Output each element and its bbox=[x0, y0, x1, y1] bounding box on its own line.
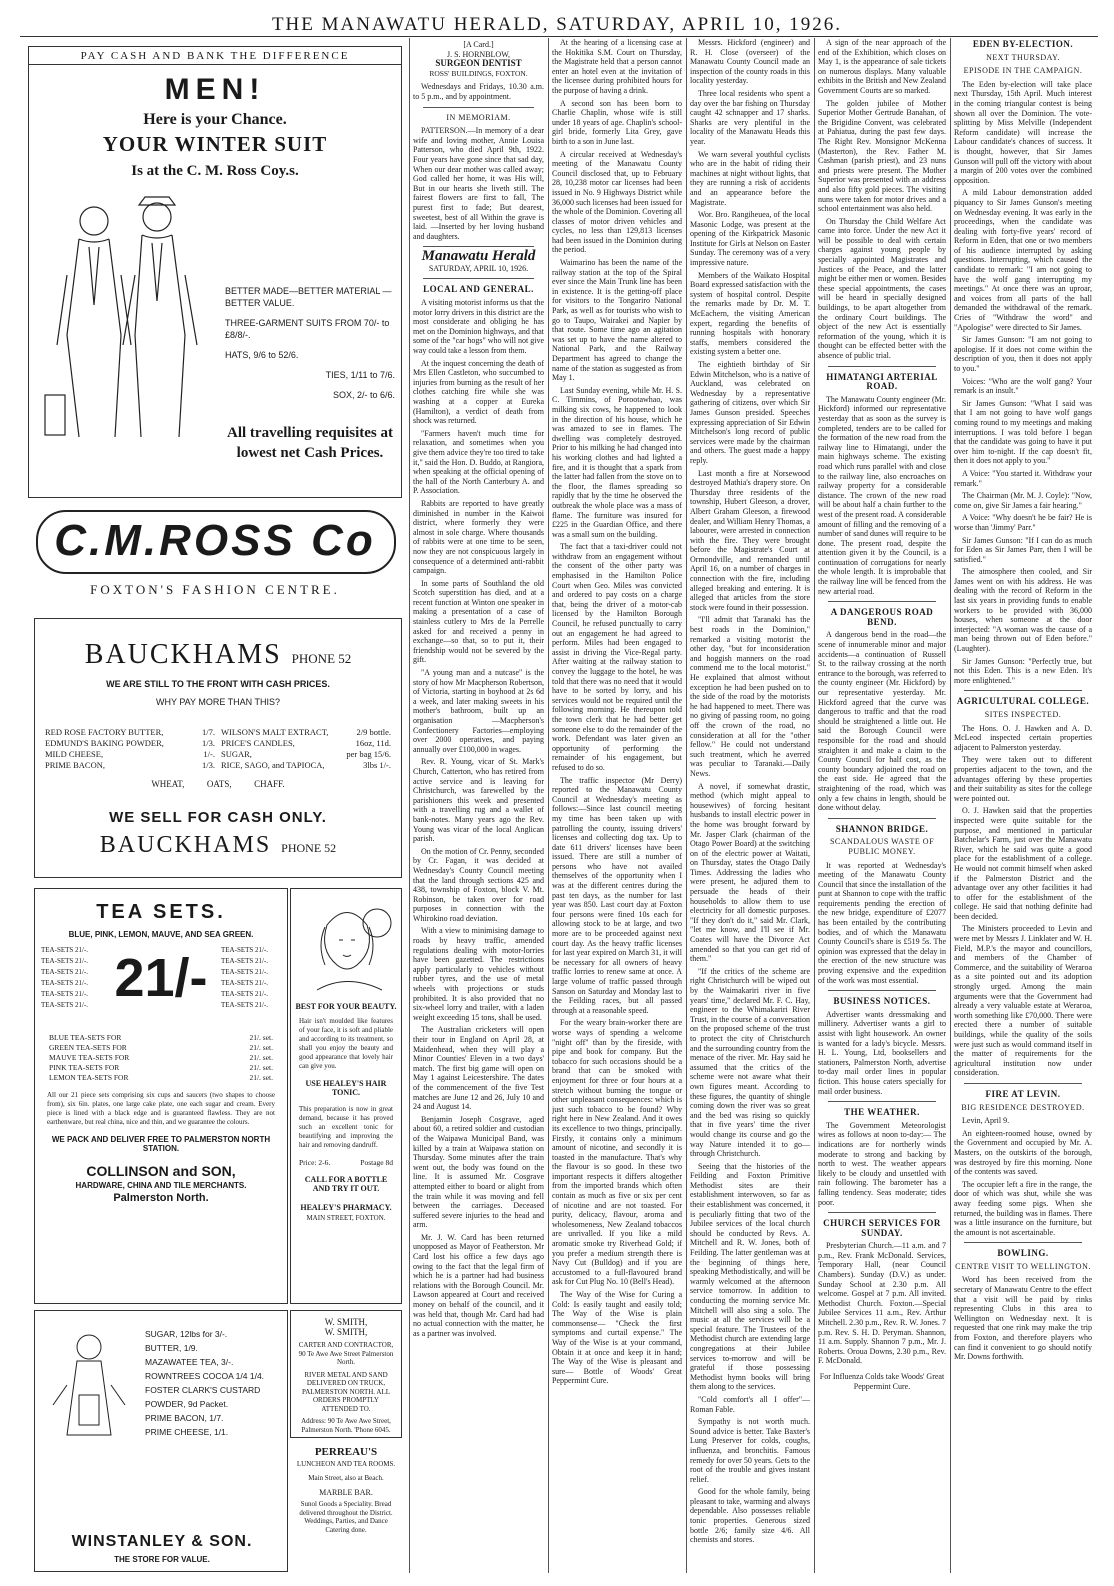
price-item: GREEN TEA-SETS FOR bbox=[49, 1043, 127, 1052]
price-value: 21/. set. bbox=[249, 1073, 273, 1082]
column-divider bbox=[686, 38, 687, 1573]
ad-line: WE ARE STILL TO THE FRONT WITH CASH PRICES. bbox=[106, 679, 330, 689]
tea-set-line: TEA-SETS 21/-. bbox=[41, 946, 89, 954]
card-hours: Wednesdays and Fridays, 10.30 a.m. to 5 p.m., and by appointment. bbox=[413, 82, 544, 101]
article-paragraph: In some parts of Southland the old Scotch superstition has died, and at a recent function at Winton one speaker in making a presentation of a case of stainless cutlery to Mrs de la Perrelle asked for and received a penny in exchange—so that, so to put it, their friendship would not be severed by the gift. bbox=[413, 578, 544, 665]
price-row bbox=[45, 738, 215, 749]
woman-portrait-illustration bbox=[297, 895, 397, 995]
price-value: 1/3. bbox=[202, 760, 215, 770]
card-title: SURGEON DENTIST bbox=[435, 58, 522, 69]
tea-price-list bbox=[49, 1033, 273, 1083]
article-subheading: NEXT THURSDAY. bbox=[986, 52, 1060, 62]
ad-detail: SOX, 2/- to 6/6. bbox=[332, 390, 395, 400]
article-text: It was reported at Wednesday's meeting of the Manawatu County Council that since the installation of the punt at Shannon to cope with the traffic requirements pending the erection of the new bridge, expenditure of £2077 has been entailed by the contributing bodies, and of which the Manawatu County Council's share is £519 5s. The opinion was expressed that the delay in the erection of the new structure was proving expensive and the expedition of the work was most essential. bbox=[818, 860, 946, 985]
article-paragraph: They were taken out to different properties adjacent to the town, and the advantages offering by these properties and their suitability as sites for the college were pointed out. bbox=[954, 755, 1092, 803]
ad-w-smith bbox=[290, 1310, 402, 1438]
card-label: [A Card.] bbox=[463, 40, 494, 49]
article-heading: CHURCH SERVICES FOR SUNDAY. bbox=[823, 1218, 941, 1238]
price-item: PRIME BACON, 1/7. bbox=[145, 1413, 224, 1423]
ad-line: WHY PAY MORE THAN THIS? bbox=[155, 697, 281, 707]
tea-set-line: TEA-SETS 21/-. bbox=[221, 957, 269, 965]
article-subheading: CENTRE VISIT TO WELLINGTON. bbox=[955, 1261, 1091, 1271]
ad-use: USE HEALEY'S HAIR TONIC. bbox=[305, 1079, 387, 1097]
article-paragraph: A Voice: "Why doesn't he be fair? He is worse than 'Jimmy' Parr." bbox=[954, 513, 1092, 532]
article-paragraph: Mr. J. W. Card has been returned unopposed as Mayor of Featherston. Mr Card lost his office a few days ago owing to the fact that the legal firm of which he is a partner had had business relations with the Borough Council. Mr. Lawson appeared at Court and received money on behalf of the council, and it was held that, though Mr. Card had had no actual connection with the matter, he as a partner was involved. bbox=[413, 1232, 544, 1338]
article-paragraph: An eighteen-roomed house, owned by the Government and occupied by Mr. A. Masters, on the outskirts of the borough, was destroyed by fire this morning. None of the contents was saved. bbox=[954, 1128, 1092, 1177]
tea-set-line: TEA-SETS 21/-. bbox=[41, 979, 89, 987]
column-7 bbox=[954, 38, 1092, 1573]
column-divider bbox=[409, 38, 410, 1573]
price-value: 1/3. bbox=[202, 738, 215, 748]
price-item: WILSON'S MALT EXTRACT, bbox=[221, 727, 329, 737]
column-divider bbox=[548, 38, 549, 1573]
firm-name: HEALEY'S PHARMACY. bbox=[300, 1203, 392, 1212]
firm-name: W. SMITH, bbox=[324, 1327, 368, 1337]
article-paragraph: Last month a fire at Norsewood destroyed Mathia's drapery store. On Thursday three residents of the township, Hubert Gleeson, a drover, Albert Graham Gleeson, a firewood dealer, and William Henry Thomas, a labourer, were arrested in connection with the fire. They were brought before the Magistrate's Court at Ormondville, and remanded until April 16, on a number of charges in connection with the fire, including alleged breaking and entering. It is alleged that articles from the store stock were found in their possession. bbox=[690, 468, 810, 612]
price-row bbox=[45, 727, 215, 738]
column-6 bbox=[818, 38, 946, 1573]
paper-date: SATURDAY, APRIL 10, 1926. bbox=[428, 263, 529, 273]
logo-text: C.M.ROSS Co bbox=[54, 516, 376, 565]
column-3 bbox=[413, 38, 544, 1573]
article-paragraph: With a view to minimising damage to roads by heavy traffic, amended regulations dealing with motor-lorries have been gazetted. The restrictions apply particularly to vehicles without rubber tyres, and the use of metal wheels with projections or studs prohibited. It is also provided that no six-wheel lorry and trailer, with a laden weight exceeding 15 tons, shall be used. bbox=[413, 926, 544, 1022]
price-item: BLUE TEA-SETS FOR bbox=[49, 1033, 122, 1042]
tea-set-line: TEA-SETS 21/-. bbox=[41, 957, 89, 965]
price-item: EDMUND'S BAKING POWDER, bbox=[45, 738, 164, 748]
price-item: SUGAR, 12lbs for 3/-. bbox=[145, 1329, 228, 1339]
ad-body: Sunol Goods a Speciality. Bread delivered throughout the District. Weddings, Parties, and Dance Catering done. bbox=[299, 1500, 393, 1534]
price-item: PRICE'S CANDLES, bbox=[221, 738, 295, 748]
column-5 bbox=[690, 38, 810, 1573]
article-text: A dangerous bend in the road—the scene of innumerable minor and major accidents—a continuation of Russell St. to the railway crossing at the north entrance to the borough, was referred to the county engineer (Mr. Hickford) by our representative yesterday. Mr. Hickford agreed that the curve was dangerous to traffic and that the road should be straightened a little out. He said the Borough Council were responsible for the road and should straighten it and make a claim to the County Council for half cost, as the county boundary adjoined the road on the east side. He agreed that the straightening of the road, which was only a few chains in length, should be done without delay. bbox=[818, 630, 946, 813]
article-paragraph: Rev. R. Young, vicar of St. Mark's Church, Catterton, who has retired from active service and is leaving for Christchurch, was farewelled by the parishioners this week and presented with a travelling rug and a wallet of bank-notes. Many years ago the Rev. Young was vicar of the local Anglican parish. bbox=[413, 757, 544, 844]
column-4 bbox=[552, 38, 682, 1573]
price-value: 21/. set. bbox=[249, 1033, 273, 1042]
memoriam-heading: IN MEMORIAM. bbox=[446, 112, 511, 122]
article-paragraph: The golden jubilee of Mother Superior Mother Gertrude Banahan, of the Brigidine Convent, was celebrated at Pahiatua, during the past few days. The Right Rev. Monsignor McKenna (Masterton), the Rev. Father M. Cashman (parish priest), and 23 nuns and priests were present. The Mother Superior was presented with an address and also fifty gold pieces. The visiting nuns were taken for motor drives and a school entertainment was also held. bbox=[818, 98, 946, 214]
ad-headline: BEST FOR YOUR BEAUTY. bbox=[295, 1002, 397, 1011]
tea-set-line: TEA-SETS 21/-. bbox=[221, 1001, 269, 1009]
article-subheading: SCANDALOUS WASTE OF PUBLIC MONEY. bbox=[829, 837, 935, 856]
price-row bbox=[145, 1327, 281, 1341]
store-name: BAUCKHAMS bbox=[84, 639, 282, 670]
ad-line: BLUE, PINK, LEMON, MAUVE, AND SEA GREEN. bbox=[68, 930, 254, 939]
firm-tag: THE STORE FOR VALUE. bbox=[114, 1555, 210, 1564]
price-item: SUGAR, bbox=[221, 749, 252, 759]
price-value: 16oz, 11d. bbox=[355, 738, 391, 748]
ad-line: Is at the C. M. Ross Coy.s. bbox=[131, 163, 299, 179]
firm-trade: CARTER AND CONTRACTOR, 90 Te Awe Awe Street Palmerston North. bbox=[298, 1341, 394, 1366]
price-item: PINK TEA-SETS FOR bbox=[49, 1063, 120, 1072]
price-value: 21/. set. bbox=[249, 1063, 273, 1072]
article-subheading: SITES INSPECTED. bbox=[984, 710, 1062, 719]
article-paragraph: The Chairman (Mr. M. J. Coyle): "Now, come on, give Sir James a fair hearing." bbox=[954, 491, 1092, 510]
tea-set-list-left bbox=[41, 945, 101, 1011]
tea-set-line: TEA-SETS 21/-. bbox=[221, 946, 269, 954]
article-heading: HIMATANGI ARTERIAL ROAD. bbox=[826, 371, 938, 392]
firm-name: PERREAU'S bbox=[314, 1446, 378, 1458]
ad-bauckhams bbox=[34, 618, 402, 878]
ad-body: This preparation is now in great demand, because it has proved such an excellent tonic for beautifying and improving the hair and removing dandruff. bbox=[299, 1105, 393, 1149]
article-heading: A DANGEROUS ROAD BEND. bbox=[830, 607, 934, 627]
article-paragraph: Sir James Gunson: "If I can do as much for Eden as Sir James Parr, then I will be satisfied." bbox=[954, 535, 1092, 564]
ad-delivery: WE PACK AND DELIVER FREE TO PALMERSTON NORTH STATION. bbox=[51, 1135, 271, 1153]
eden-article bbox=[954, 80, 1092, 686]
article-heading: SHANNON BRIDGE. bbox=[835, 823, 929, 834]
tea-set-line: TEA-SETS 21/-. bbox=[221, 990, 269, 998]
article-heading: EDEN BY-ELECTION. bbox=[972, 39, 1074, 49]
column-5-articles bbox=[690, 38, 810, 1545]
article-paragraph: "Cold comfort's all I offer"—Roman Fable. bbox=[690, 1394, 810, 1414]
price-row bbox=[221, 727, 391, 738]
column-3-articles bbox=[413, 298, 544, 1338]
price-value: 1/-. bbox=[203, 749, 215, 759]
firm-address: Address: 90 Te Awe Awe Street, Palmerston North. 'Phone 6045. bbox=[301, 1417, 391, 1434]
price-item: ROWNTREES COCOA 1/4 1/4. bbox=[145, 1371, 265, 1381]
article-paragraph: Messrs. Hickford (engineer) and R. H. Close (overseer) of the Manawatu County Council made an inspection of the county roads in this locality yesterday. bbox=[690, 38, 810, 86]
price-row bbox=[145, 1369, 281, 1383]
article-paragraph: The Australian cricketers will open their tour in England on April 28, at Maidenhead, when they will play a Minor Counties' Eleven in a two days' match. The first big game will open on May 1 against Leicestershire. The dates of the commencement of the five Test matches are June 12 and 26, July 10 and 24 and August 14. bbox=[413, 1025, 544, 1112]
price-row bbox=[49, 1033, 273, 1043]
article-paragraph: Seeing that the histories of the Feilding and Foxton Primitive Methodist sites are their establishment interwoven, so far as their establishment was concerned, it is peculiarly fitting that two of the Jubilee services of the local church should be conducted by Revs. A. Mitchell and R. W. Jones, both of Feilding. The latter gentleman was at the beginning of things here, speaking Methodistically, and will be warmly welcomed at the afternoon service tomorrow. In addition to conducting the morning service Mr. Mitchell will also sing a solo. The music at all the services will be a special feature. The Trustees of the Methodist church are extending large congregations at their Jubilee services to-morrow and will be grateful if those possessing Methodist hymn books will bring them along to the services. bbox=[690, 1161, 810, 1392]
card-address: ROSS' BUILDINGS, FOXTON. bbox=[429, 68, 528, 78]
article-paragraph: For the weary brain-worker there are worse ways of spending a welcome "night off" than by the fireside, with pipe and book for company. But the tobacco for such occasions should be a brand that can be smoked with enjoyment for three or four hours at a stretch without burning the tongue or other unpleasant consequences: which is just such tobacco to be found? Why right here in New Zealand. And it owes its excellence to two things, principally. Firstly, it contains only a minimum amount of nicotine, and secondly it is toasted in the manufacture. That's why the flavour is so good. In these two important respects it differs altogether from the imported brands which often contain as much as five or six per cent of nicotine and are not toasted. For purity, delicacy, flavour, aroma and wholesomeness, New Zealand tobaccos are unrivalled. If you like a mild aromatic smoke try Riverhead Gold; if you prefer a medium strength there is Navy Cut (Bulldog) and if you are accustomed to a full-flavoured brand ask for Cut Plug No. 10 (Bell's Head). bbox=[552, 1018, 682, 1287]
article-paragraph: Sir James Gunson: "I am not going to apologise. If it does not come within the description of you, then it does not apply to you." bbox=[954, 335, 1092, 373]
article-paragraph: We warn several youthful cyclists who are in the habit of riding their machines at night without lights, that they are running a risk of accidents and an appearance before the Magistrate. bbox=[690, 149, 810, 207]
ad-detail: TIES, 1/11 to 7/6. bbox=[325, 370, 395, 380]
ad-title: MEN! bbox=[164, 73, 266, 106]
price-row bbox=[45, 760, 215, 771]
article-paragraph: Last Sunday evening, while Mr. H. S. C. Timmins, of Porootawhao, was milking six cows, he happened to look in the direction of his house, which he was amazed to see in flames. The dwelling was completely destroyed. Prior to his milking he had changed into his working clothes and had lighted a fire, and it is thought that a spark from the latter had fallen from the stove on to the floor, the flames spreading so rapidly that by the time he observed the outbreak the whole place was a mass of flame. The furniture was insured for £225 in the Guardian Office, and there was a small sum on the building. bbox=[552, 385, 682, 539]
article-text: Word has been received from the secretary of Manawatu Centre to the effect that a visit will be paid by rinks representing Clubs in this area to Wellington on Wednesday next. It is requested that one rink may make the trip from Foxton, and therefore players who can find it convenient to go should notify Mr. Downs forthwith. bbox=[954, 1275, 1092, 1362]
article-paragraph: Good for the whole family, being pleasant to take, warming and always dependable. Also possesses reliable tonic properties. Generous sized bottle 2/6; family size 4/6. All chemists and stores. bbox=[690, 1487, 810, 1545]
logo-caption: FOXTON'S FASHION CENTRE. bbox=[90, 582, 340, 597]
article-heading: FIRE AT LEVIN. bbox=[985, 1088, 1061, 1099]
article-text: Advertiser wants dressmaking and millinery. Advertiser wants a girl to assist with light housework. An owner is wanted for a lady's bicycle. Messrs. H. L. Young, Ltd, booksellers and stationers, Palmerston North, advertise to-day mail order lines in popular fiction. This house caters specially for mail order business. bbox=[818, 1009, 946, 1096]
article-paragraph: The atmosphere then cooled, and Sir James went on with his address. He was dealing with the record of Reform in the last six years in providing funds to enable workers to be provided with 36,000 houses, when someone at the door interjected: "A woman was the cause of a man being thrown out of Eden before." (Laughter). bbox=[954, 567, 1092, 654]
article-paragraph: "A young man and a nutcase" is the story of how Mr Macpherson Robertson, of Victoria, starting in boyhood at 2s 6d a week, and later making sweets in his mother's bathroom, built up an organisation —Macpherson's Confectionery Factories—employing over 2000 operatives, and paying annually over £100,000 in wages. bbox=[413, 668, 544, 754]
price-value: 21/. set. bbox=[249, 1053, 273, 1062]
ad-headline: YOUR WINTER SUIT bbox=[102, 132, 328, 156]
article-paragraph: Three local residents who spent a day over the bar fishing on Thursday caught 42 schnapper and 17 sharks. Sharks are very plentiful in the locality of the Manawatu Heads this year. bbox=[690, 88, 810, 146]
article-paragraph: Rabbits are reported to have greatly diminished in number in the Kaiwoi district, where formerly they were almost in sole charge. Where thousands of rabbits were at one time to be seen, now they are not conspicuous largely in consequence of a determined anti-rabbit campaign. bbox=[413, 498, 544, 576]
masthead: THE MANAWATU HERALD, SATURDAY, APRIL 10, 1926. bbox=[271, 14, 843, 35]
tea-set-list-right bbox=[221, 945, 281, 1011]
price-item: RED ROSE FACTORY BUTTER, bbox=[45, 727, 164, 737]
firm-trade: HARDWARE, CHINA AND TILE MERCHANTS. bbox=[75, 1181, 247, 1190]
article-paragraph: A mild Labour demonstration added piquancy to Sir James Gunson's meeting on Wednesday evening. It was early in the proceedings, when the candidate was dealing with forty-five years' record of Reform in Eden, that one or two members of his audience interrupted by asking questions. Interrupting, which caused the candidate to remark: "I am not going to have the wolf gang interrupting my meetings." At once there was an uproar, and voices from all parts of the hall demanded the withdrawal of the remark. Cries of "Withdraw the word" and "Apologise" were directed to Sir James. bbox=[954, 188, 1092, 332]
ad-footer: lowest net Cash Prices. bbox=[236, 445, 384, 461]
ad-body: RIVER METAL AND SAND DELIVERED ON TRUCK, PALMERSTON NORTH. ALL ORDERS PROMPTLY ATTENDED TO. bbox=[301, 1370, 391, 1413]
price-row bbox=[49, 1073, 273, 1083]
article-paragraph: A visiting motorist informs us that the motor lorry drivers in this district are the most considerate and obliging he has met on the Dominion highways, and that some of the "car hogs" who will not give way could take a lesson from them. bbox=[413, 298, 544, 356]
section-heading: LOCAL AND GENERAL. bbox=[423, 284, 534, 295]
article-text: The Government Meteorologist wires as follows at noon to-day:— The indications are for northerly winds moderate to strong and backing by north to west. The weather appears likely to be cloudy and unsettled with rain following. The barometer has a falling tendency. Seas moderate; tides poor. bbox=[818, 1120, 946, 1207]
column-divider bbox=[950, 38, 951, 1573]
article-paragraph: A novel, if somewhat drastic, method (which might appeal to housewives) of forcing hesitant husbands to install electric power in the home was brought forward by Mr. Jasper Clark (chairman of the Otago Power Board) at the switching on of the electric power at Waitati, on Thursday, states the Otago Daily Times. Addressing the ladies who were present, he adjured them to persuade the heads of their households to allow them to use electricity for all domestic purposes. "If they don't do it," said Mr. Clark, "let me know, and I'll see if Mr. Coates will have the Divorce Act amended so that you can get rid of them." bbox=[690, 781, 810, 964]
card-name: J. S. HORNBLOW, bbox=[446, 49, 511, 59]
article-paragraph: A circular received at Wednesday's meeting of the Manawatu County Council disclosed that, up to February 28, 10,238 motor car licenses had been issued in No. 9 Highways District while 36,000 such licenses had been issued for the whole of the Dominion. Covering all classes of motor driven vehicles and cycles, no less than 129,813 licenses had been issued in the Dominion during the period. bbox=[552, 149, 682, 255]
ad-body: Hair isn't moulded like features of your face, it is soft and pliable and according to its treatment, so shall you enjoy the beauty and good appearance that lovely hair can give you. bbox=[299, 1017, 393, 1070]
price-value: 21/. set. bbox=[249, 1043, 273, 1052]
paper-nameplate: Manawatu Herald bbox=[421, 248, 536, 265]
price-label: Price: 2-6. bbox=[299, 1158, 331, 1167]
price-item: LEMON TEA-SETS FOR bbox=[49, 1073, 129, 1082]
article-paragraph: On Thursday the Child Welfare Act came into force. Under the new Act it will be possible to deal with certain charges against young people by specially appointed Magistrates and Justices of the Peace, and the latter might be either men or women. Besides these special appointments, the cases will be heard in specially designed buildings, to be apart altogether from the ordinary Court buildings. The object of the new Act is essentially reformation of the young, which it is thought can be effected better with the absence of public trial. bbox=[818, 216, 946, 360]
article-paragraph: At the hearing of a licensing case at the Hokitika S.M. Court on Thursday, the Magistrate held that a person cannot enter an hotel even at the invitation of the licensee during prohibited hours for the purpose of having a drink. bbox=[552, 38, 682, 95]
price-item: RICE, SAGO, and TAPIOCA, bbox=[221, 760, 325, 770]
article-paragraph: The occupier left a fire in the range, the door of which was shut, while she was away feeding some pigs. When she returned, the building was in flames. There was a little insurance on the furniture, but the amount is not ascertainable. bbox=[954, 1179, 1092, 1237]
price-row bbox=[49, 1043, 273, 1053]
firm-address: MAIN STREET, FOXTON. bbox=[306, 1214, 386, 1222]
article-paragraph: "I'll admit that Taranaki has the best roads in the Dominion," remarked a visiting motorist the other day, "but for inconsideration and hoggish manners on the road commend me to the local motorist." He explained that almost without exception he had been pushed on to the side of the road by the motorists he had happened to meet. There was no giving of passing room, no going off the crown of the road, no consideration at all for the "other fellow." He could not understand such treatment, which he averred was peculiar to Taranaki.—Daily News. bbox=[690, 615, 810, 778]
price-item: MAZAWATEE TEA, 3/-. bbox=[145, 1357, 234, 1367]
store-phone: PHONE 52 bbox=[291, 651, 352, 666]
price-value: 1/7. bbox=[202, 727, 215, 737]
ad-winstanley bbox=[34, 1310, 288, 1572]
ad-call: CALL FOR A BOTTLE AND TRY IT OUT. bbox=[304, 1175, 388, 1193]
article-subheading: EPISODE IN THE CAMPAIGN. bbox=[963, 66, 1083, 76]
price-list-right bbox=[221, 727, 391, 771]
article-paragraph: "If the critics of the scheme are right Christchurch will be wiped out by the Waimakariri river in five years' time," declared Mr. F. C. Hay, engineer to the Whimakariri River Trust, in the course of a conversation on the proposed scheme of the trust to protect the city of Christchurch and the surrounding country from the menace of the river. Mr. Hay said he assumed that the critics of the scheme were not aware what their own figures meant. According to these figures, the quantity of shingle coming down the river was so great and the bed was rising so quickly that in five years' time the river would change its course and go the way Nature intended it to go—through Christchurch. bbox=[690, 966, 810, 1159]
price-value: 3lbs 1/-. bbox=[363, 760, 391, 770]
postage-label: Postage 8d bbox=[360, 1158, 393, 1167]
article-paragraph: O. J. Hawken said that the properties inspected were quite suitable for the purpose, and mentioned in particular Batchelar's Farm, just over the Manawatu River, which he said was quite a good place for the establishment of a college. He would not commit himself when asked if the Palmerston District and the advantage over any other facilities it had to offer for the establishment of the college. He said that nothing definite had been decided. bbox=[954, 806, 1092, 921]
article-paragraph: Wor. Bro. Rangiheuea, of the local Masonic Lodge, was present at the opening of the Kirkpatrick Masonic Institute for Girls at Nelson on Easter Sunday. The ceremony was of a very impressive nature. bbox=[690, 210, 810, 268]
article-heading: AGRICULTURAL COLLEGE. bbox=[956, 696, 1090, 707]
price-item: PRIME CHEESE, 1/1. bbox=[145, 1427, 229, 1437]
price-item: BUTTER, 1/9. bbox=[145, 1343, 198, 1353]
price-item: MILD CHEESE, bbox=[45, 749, 104, 759]
wise-verse: The Way of the Wise for Curing a Cold: Is easily taught and easily told; The Way of the Wise is plain commonsense— "Check the first symptoms and curtail expense." The Way of the Wise is at your command, Obtain it at once and keep it in hand; The Way of the Wise is pleasant and sure— Bottle of Woods' Great Peppermint Cure. bbox=[552, 1290, 682, 1386]
column-6-articles bbox=[818, 38, 946, 361]
footer-note: For Influenza Colds take Woods' Great Peppermint Cure. bbox=[819, 1372, 945, 1391]
price-row bbox=[145, 1341, 281, 1355]
ad-detail: HATS, 9/6 to 52/6. bbox=[225, 350, 299, 360]
firm-name: WINSTANLEY & SON. bbox=[71, 1533, 253, 1550]
fire-article bbox=[954, 1116, 1092, 1237]
ad-footer: All travelling requisites at bbox=[227, 425, 393, 441]
winstanley-price-list bbox=[145, 1327, 281, 1439]
article-heading: BUSINESS NOTICES. bbox=[833, 996, 931, 1007]
ad-detail: BETTER MADE—BETTER MATERIAL —BETTER VALUE. bbox=[225, 286, 392, 308]
price-value: per bag 15/6. bbox=[346, 749, 391, 759]
article-paragraph: Sir James Gunson: "What I said was that I am not going to have wolf gangs coming round to my meetings and making interruptions. I was told before I began that the candidate was going to have it put over him to-night. If the cap doesn't fit, then it does not apply to you." bbox=[954, 398, 1092, 466]
article-paragraph: Sir James Gunson: "Perfectly true, but not this Eden. This is a new Eden. It's more enlightened." bbox=[954, 656, 1092, 685]
article-heading: THE WEATHER. bbox=[844, 1107, 920, 1118]
ad-ross-winter-suit bbox=[28, 46, 402, 498]
store-phone: PHONE 52 bbox=[281, 841, 337, 855]
top-rule bbox=[20, 36, 1098, 37]
ad-detail: THREE-GARMENT SUITS FROM 70/- to £8/8/-. bbox=[225, 318, 390, 340]
article-paragraph: Voices: "Who are the wolf gang? Your remark is an insult." bbox=[954, 376, 1092, 396]
ad-body: All our 21 piece sets comprising six cups and saucers (two shapes to choose from), six 6in. plates, one large cake plate, one each sugar and cream. Every piece is lined with a black edge and is guaranteed flawless. They are not earthenware, but real china, nice and thin, and we guarantee the colours. bbox=[47, 1091, 275, 1126]
ad-title: TEA SETS. bbox=[96, 901, 226, 923]
article-paragraph: The eightieth birthday of Sir Edwin Mitchelson, who is a native of Auckland, was celebrated on Wednesday by a representative gathering of citizens, over which Sir James Gunson presided. Speeches expressing appreciation of Sir Edwin Mitchelson's long record of public services were made by the chairman and others. The guest made a happy reply. bbox=[690, 360, 810, 465]
price-value: 2/9 bottle. bbox=[356, 727, 391, 737]
ad-ross-logo bbox=[28, 502, 402, 604]
firm-sub: LUNCHEON AND TEA ROOMS. bbox=[296, 1460, 396, 1468]
article-paragraph: Waimarino has been the name of the railway station at the top of the Spiral ever since the Main Trunk line has been in existence. It is the getting-off place for visitors to the Tongariro National Park, as well as for tourists who wish to go to Taupo, Wairakei and Napier by that route. Some time ago an agitation was set up to have the name altered to National Park, and the Railway Department has agreed to change the name of the station as suggested as from May 1. bbox=[552, 258, 682, 383]
article-paragraph: The Hons. O. J. Hawken and A. D. McLeod inspected certain properties adjacent to Palmerston yesterday. bbox=[954, 723, 1092, 752]
column-divider bbox=[814, 38, 815, 1573]
article-paragraph: A Voice: "You started it. Withdraw your remark." bbox=[954, 468, 1092, 488]
price-item: PRIME BACON, bbox=[45, 760, 105, 770]
tea-set-line: TEA-SETS 21/-. bbox=[41, 1001, 89, 1009]
column-4-articles bbox=[552, 38, 682, 1287]
price-row bbox=[145, 1383, 281, 1411]
price-row bbox=[49, 1053, 273, 1063]
firm-town: Palmerston North. bbox=[113, 1192, 209, 1204]
agri-article bbox=[954, 724, 1092, 1078]
grocer-illustration bbox=[49, 1325, 129, 1445]
price-item: FOSTER CLARK'S CUSTARD POWDER, 9d Packet. bbox=[145, 1385, 261, 1409]
memoriam-text: PATTERSON.—In memory of a dear wife and loving mother, Annie Louisa Patterson, who died April 9th, 1922. Four years have gone since that sad day, When our dear mother was called away; God called her home, it was His will, But in our hearts she liveth still. The fairest flowers are first to fall, The purest first to fade; But dearest, sweetest, best of all Within the grave is laid. —Inserted by her loving husband and daughters. bbox=[413, 126, 544, 241]
tea-set-line: TEA-SETS 21/-. bbox=[221, 968, 269, 976]
article-paragraph: The traffic inspector (Mr Derry) reported to the Manawatu County Council at Wednesday's meeting as follows:—Since last council meeting my time has been taken up with patrolling the county, issuing drivers' licenses and collecting dog tax. Up to date 611 drivers' licenses have been issued. There are still a number of persons who have not availed themselves of the opportunity when I was at the different centres during the past ten days, as the number for last year was 850. Last court day at Foxton four persons were fined 10s each for allowing stock to be at large, and two more are to be proceeded against next court day. As the heavy traffic licenses for last year expired on March 31, it will be necessary for all owners of heavy traffic lorries to renew same at once. A large volume of traffic passed through Sanson on Saturday and Monday last to the Feilding races, but all passed through at a reasonable speed. bbox=[552, 775, 682, 1015]
article-paragraph: Levin, April 9. bbox=[962, 1116, 1010, 1126]
article-paragraph: "Farmers haven't much time for relaxation, and sometimes when you give them advice they're too tired to take it," said the Hon. D. Buddo, at Rangiora, when speaking at the official opening of the hall of the North Canterbury A. and P. Association. bbox=[413, 428, 544, 496]
article-paragraph: A sign of the near approach of the end of the Exhibition, which closes on May 1, is the appearance of sale tickets on numerous displays. Many valuable exhibits in the British and New Zealand Government Courts are so marked. bbox=[818, 38, 946, 95]
two-men-illustration bbox=[39, 195, 219, 445]
cash-line: WE SELL FOR CASH ONLY. bbox=[109, 809, 327, 826]
article-paragraph: The fact that a taxi-driver could not withdraw from an engagement without the consent of the other party was emphasised in the Hamilton Police Court when Geo. Miles was convicted and ordered to pay costs on a charge that, being the driver of a motor-cab licensed by the Hamilton Borough Council, he refused punctually to carry out an engagement he had agreed to perform. Miles had been engaged to assist in driving the Vice-Regal party. After waiting at the railway station to convey the luggage to the hotel, he was told that there was no need that it would have to be sorted by lorry, and his services would not be required until the following morning. He thereupon told the town clerk that he had better get someone else to do the remainder of the work. Defendant was later given an opportunity of performing the remainder of his engagement, but refused to do so. bbox=[552, 542, 682, 772]
price-row bbox=[145, 1425, 281, 1439]
article-heading: BOWLING. bbox=[997, 1248, 1049, 1259]
article-paragraph: The Ministers proceeded to Levin and were met by Messrs J. Linklater and W. H. Field, M.P.'s the mayor and councillors, and members of the Chamber of Commerce, and the suitability of Weraroa as a site pointed out and its adoption strongly urged. Among the main arguments were that the Government had already a very valuable estate at Weraroa, worth something like £70,000. There were erected there a number of suitable buildings, while the quality of the soils were just such as would command itself in the matter of requirements for the agricultural institution now under consideration. bbox=[954, 924, 1092, 1078]
price-row bbox=[221, 760, 391, 771]
grains-line: WHEAT, OATS, CHAFF. bbox=[151, 779, 285, 789]
article-paragraph: Benjamin Joseph Cosgrave, aged about 60, a retired soldier and custodian of the Waipawa Municipal Band, was killed by a train at Waipawa station on Thursday. Some minutes after the train went out, the body was found on the line. It is assumed Mr. Cosgrave attempted either to board or alight from the train while it was moving and fell between the carriages. Deceased suffered severe injuries to the head and arm. bbox=[413, 1114, 544, 1230]
tea-price: 21/- bbox=[114, 948, 208, 1008]
price-row bbox=[145, 1355, 281, 1369]
ad-tea-sets bbox=[34, 888, 288, 1304]
price-row bbox=[49, 1063, 273, 1073]
firm-address: Main Street, also at Beach. bbox=[308, 1474, 384, 1482]
ad-healey-pharmacy bbox=[290, 888, 402, 1304]
article-paragraph: On the motion of Cr. Penny, seconded by Cr. Fagan, it was decided at Wednesday's County Council meeting that the land through sections 425 and 438, township of Foxton, block V. Mt. Robinson, be taken over for road purposes in connection with the Whirokino road deviation. bbox=[413, 846, 544, 923]
firm-name: W. SMITH, bbox=[324, 1317, 368, 1327]
tea-set-line: TEA-SETS 21/-. bbox=[41, 990, 89, 998]
article-paragraph: At the inquest concerning the death of Mrs Ellen Castleton, who succumbed to injuries from burning as the result of her clothes catching fire while she was washing at a copper at Eureka (Hamilton), a verdict of death from shock was returned. bbox=[413, 358, 544, 426]
price-row bbox=[145, 1411, 281, 1425]
article-text: The Manawatu County engineer (Mr. Hickford) informed our representative yesterday that as soon as the survey is completed, tenders are to be called for the formation of the new road from the railway line to Himatangi, under the main highways scheme. The existing road which runs parallel with and close to the railway line, also encroaches on railway property for a considerable distance. The crown of the new road will be about half a chain further to the west of the present road. A considerable amount of filling and the removing of a number of sand dunes will require to be done. The present road, despite the attention given it by the Council, is a continuation of corrugations for nearly the whole length. It is improbable that the railway line will be fenced from the new arterial road. bbox=[818, 394, 946, 596]
article-paragraph: The Eden by-election will take place next Thursday, 15th April. Much interest in the coming triangular contest is being shown all over the Dominion. The vote-splitting by Miss Melville (Independent Reform candidate) will increase the Labour candidate's chances of success. It is thought, however, that Sir James Gunson will pull off the victory with about a margin of 200 votes over the combined opposition. bbox=[954, 79, 1092, 185]
tea-set-line: TEA-SETS 21/-. bbox=[41, 968, 89, 976]
price-item: MAUVE TEA-SETS FOR bbox=[49, 1053, 130, 1062]
price-list-left bbox=[45, 727, 215, 771]
price-row bbox=[221, 749, 391, 760]
article-paragraph: Members of the Waikato Hospital Board expressed satisfaction with the system of hospital control. Despite the remarks made by Dr. M. T. McEachern, the visiting American expert, regarding the benefits of running hospitals with honorary staffs, members considered the existing system a better one. bbox=[690, 270, 810, 357]
price-row bbox=[221, 738, 391, 749]
ad-banner: PAY CASH AND BANK THE DIFFERENCE bbox=[29, 50, 401, 65]
ad-perreau bbox=[290, 1442, 402, 1572]
tea-set-line: TEA-SETS 21/-. bbox=[221, 979, 269, 987]
ad-line: Here is your Chance. bbox=[143, 111, 287, 128]
firm-name: COLLINSON and SON, bbox=[86, 1163, 236, 1179]
article-text: Presbyterian Church.—11 a.m. and 7 p.m., Rev. Frank McDonald. Services, Temporary Hall, (near Council Chambers). Sunday (D.V.) as under. Sunday School at 2.30 p.m. All welcome. Gospel at 7 p.m. All invited. Methodist Church. Foxton.—Special Jubilee Services 11 a.m., Rev. Arthur Mitchell. 2.30 p.m., Rev. R. W. Jones. 7 p.m. Rev. S. H. D. Peryman. Shannon, 11 a.m. Supply. Shannon 7 p.m., Mr. J. Roberts. Oroua Downs, 2.30 p.m., Rev. F. McDonald. bbox=[818, 1241, 946, 1366]
price-row bbox=[45, 749, 215, 760]
article-paragraph: A second son has been born to Charlie Chaplin, whose wife is still under 18 years of age. Chaplin's school-girl bride, formerly Lita Grey, gave birth to a son in June last. bbox=[552, 98, 682, 146]
store-name: BAUCKHAMS bbox=[99, 832, 272, 858]
firm-bar: MARBLE BAR. bbox=[319, 1488, 373, 1497]
article-subheading: BIG RESIDENCE DESTROYED. bbox=[961, 1102, 1085, 1112]
article-paragraph: Sympathy is not worth much. Sound advice is better. Take Baxter's Lung Preserver for colds, coughs, influenza, and bronchitis. Famous remedy for over 50 years. Gets to the root of the trouble and gives instant relief. bbox=[690, 1417, 810, 1484]
